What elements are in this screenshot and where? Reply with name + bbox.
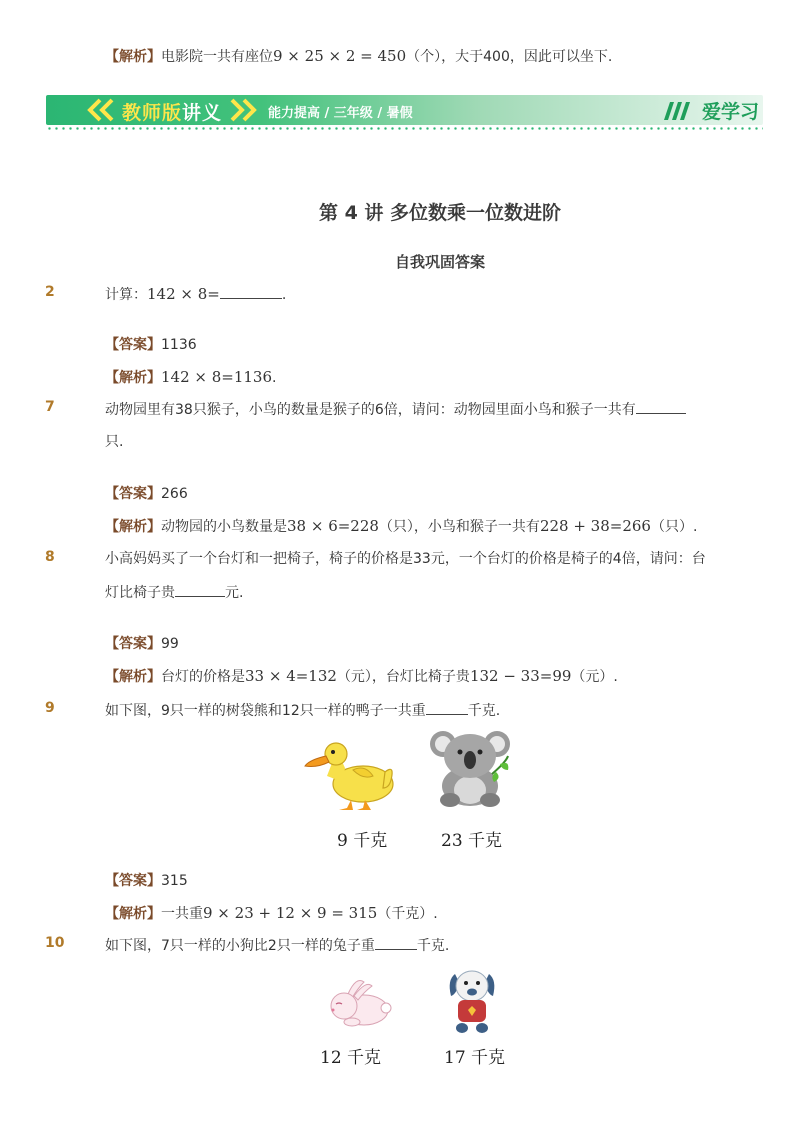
lecture-title: 第 4 讲 多位数乘一位数进阶 — [318, 202, 562, 224]
banner-title-white: 讲义 — [182, 102, 223, 124]
answer-value: 266 — [161, 486, 188, 502]
koala-weight-caption: 23 千克 — [441, 831, 503, 851]
answer-value: 315 — [161, 873, 188, 889]
duck-weight-caption: 9 千克 — [337, 831, 388, 851]
section-title: 自我巩固答案 — [394, 253, 485, 271]
answer-blank — [636, 399, 686, 414]
answer-line: 【答案】1136 — [105, 337, 197, 353]
analysis-line: 【解析】一共重9 × 23 + 12 × 9 = 315（千克）. — [105, 904, 438, 922]
question-number: 7 — [45, 399, 55, 415]
answer-value: 1136 — [161, 337, 197, 353]
analysis-text: （个），大于400，因此可以坐下. — [406, 49, 613, 65]
question-text: 动物园里有38只猴子，小鸟的数量是猴子的6倍，请问：动物园里面小鸟和猴子一共有 — [105, 399, 686, 420]
rabbit-illustration — [322, 974, 392, 1029]
dog-weight-caption: 17 千克 — [444, 1048, 506, 1068]
question-text: 如下图，9只一样的树袋熊和12只一样的鸭子一共重 千克. — [105, 700, 500, 721]
question-text: 如下图，7只一样的小狗比2只一样的兔子重 千克. — [105, 935, 449, 956]
analysis-math: 9 × 25 × 2 = 450 — [273, 47, 407, 65]
duck-illustration — [303, 738, 398, 813]
answer-blank — [375, 935, 417, 950]
analysis-line: 【解析】台灯的价格是33 × 4=132（元），台灯比椅子贵132 − 33=99（元）. — [105, 667, 618, 685]
question-text: 小高妈妈买了一个台灯和一把椅子，椅子的价格是33元，一个台灯的价格是椅子的4倍，请问：台 — [105, 551, 706, 567]
answer-blank — [175, 582, 225, 597]
answer-line: 【答案】266 — [105, 486, 188, 502]
banner-title — [122, 98, 222, 125]
analysis-tag: 【解析】 — [105, 49, 161, 65]
header-banner — [46, 95, 763, 127]
answer-value: 99 — [161, 636, 179, 652]
chevrons-left-icon — [84, 97, 120, 123]
question-text-line2: 只. — [105, 434, 124, 450]
question-text: 计算：142 × 8= . — [105, 285, 287, 303]
answer-blank — [220, 284, 282, 299]
koala-illustration — [428, 726, 513, 808]
analysis-text: 电影院一共有座位 — [161, 49, 273, 65]
brand-logo-icon — [662, 98, 692, 122]
question-number: 2 — [45, 284, 55, 300]
question-number: 8 — [45, 549, 55, 565]
chevrons-right-icon — [224, 97, 260, 123]
analysis-line: 【解析】动物园的小鸟数量是38 × 6=228（只），小鸟和猴子一共有228 + 38=266（只）. — [105, 517, 698, 535]
top-analysis — [105, 46, 612, 67]
question-text-line2: 灯比椅子贵 元. — [105, 582, 243, 603]
answer-line: 【答案】315 — [105, 873, 188, 889]
dog-illustration — [445, 966, 499, 1036]
answer-blank — [426, 700, 468, 715]
rabbit-weight-caption: 12 千克 — [320, 1048, 382, 1068]
brand-name: 爱学习 — [701, 101, 759, 123]
banner-subtitle: 能力提高 / 三年级 / 暑假 — [268, 106, 413, 121]
analysis-line: 【解析】142 × 8=1136. — [105, 368, 277, 386]
question-number: 10 — [45, 935, 65, 951]
answer-line: 【答案】99 — [105, 636, 179, 652]
banner-title-yellow: 教师版 — [122, 102, 183, 124]
banner-dots — [46, 127, 763, 130]
question-number: 9 — [45, 700, 55, 716]
